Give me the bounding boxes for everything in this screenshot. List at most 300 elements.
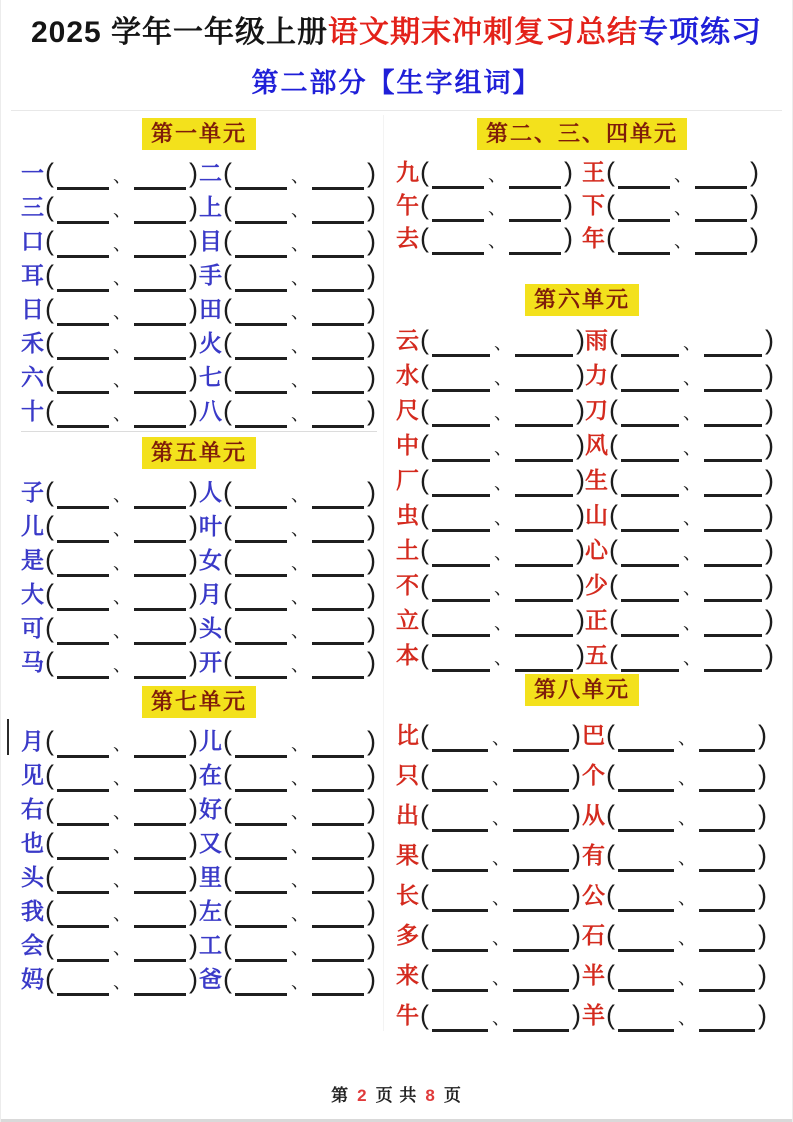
character-entry [396,190,582,221]
close-paren: ) [367,862,376,893]
character-label: 妈 [21,966,44,992]
enumeration-comma: 、 [683,403,701,423]
close-paren: ) [367,930,376,961]
answer-blank [134,670,186,679]
close-paren: ) [765,640,774,671]
word-pair-row [396,391,774,426]
character-label: 巴 [582,722,605,748]
page-title [1,14,792,52]
character-label: 会 [21,932,44,958]
character-entry [396,840,582,871]
character-label: 头 [199,615,222,641]
character-entry [585,325,774,356]
character-entry [585,395,774,426]
close-paren: ) [189,930,198,961]
enumeration-comma: 、 [683,508,701,528]
enumeration-comma: 、 [291,768,309,788]
close-paren: ) [367,260,376,291]
close-paren: ) [765,465,774,496]
character-label: 叶 [199,513,222,539]
enumeration-comma: 、 [488,231,506,251]
open-paren: ( [606,920,615,951]
character-entry [21,726,199,757]
character-entry [396,500,585,531]
enumeration-comma: 、 [113,302,131,322]
unit-section-u7 [21,683,377,995]
enumeration-comma: 、 [678,808,696,828]
answer-blank [312,987,364,996]
close-paren: ) [189,511,198,542]
character-label: 羊 [582,1002,605,1028]
title-part-subject: 语文期末冲刺复习总结 [328,16,639,49]
unit-header-row [21,686,377,718]
enumeration-comma: 、 [492,968,510,988]
close-paren: ) [572,960,581,991]
enumeration-comma: 、 [291,836,309,856]
word-pair-row [21,610,377,644]
close-paren: ) [367,794,376,825]
answer-blank [432,663,490,672]
title-block [1,0,792,100]
character-label: 人 [199,479,222,505]
open-paren: ( [45,477,54,508]
open-paren: ( [223,613,232,644]
character-label: 在 [199,762,222,788]
enumeration-comma: 、 [683,648,701,668]
enumeration-comma: 、 [291,268,309,288]
answer-blank [621,663,679,672]
character-entry [585,430,774,461]
close-paren: ) [189,294,198,325]
open-paren: ( [45,396,54,427]
open-paren: ( [609,500,618,531]
open-paren: ( [223,794,232,825]
word-pair-row [21,893,377,927]
character-label: 开 [199,649,222,675]
character-label: 半 [582,962,605,988]
character-label: 耳 [21,262,44,288]
character-entry [396,157,582,188]
open-paren: ( [223,511,232,542]
enumeration-comma: 、 [674,231,692,251]
enumeration-comma: 、 [494,333,512,353]
character-label: 儿 [21,513,44,539]
close-paren: ) [758,880,767,911]
character-entry [199,192,377,223]
answer-blank [515,663,573,672]
character-entry [396,640,585,671]
open-paren: ( [420,570,429,601]
open-paren: ( [609,430,618,461]
character-label: 比 [396,722,419,748]
word-pair-row [396,221,768,254]
enumeration-comma: 、 [492,768,510,788]
word-pair-row [396,461,774,496]
character-label: 二 [199,160,222,186]
close-paren: ) [367,828,376,859]
open-paren: ( [609,395,618,426]
character-label: 尺 [396,397,419,423]
word-pair-row [21,757,377,791]
open-paren: ( [420,223,429,254]
close-paren: ) [765,500,774,531]
open-paren: ( [45,545,54,576]
word-pair-row [21,791,377,825]
character-entry [21,362,199,393]
answer-blank [312,670,364,679]
enumeration-comma: 、 [678,928,696,948]
character-label: 爸 [199,966,222,992]
character-label: 马 [21,649,44,675]
enumeration-comma: 、 [113,904,131,924]
close-paren: ) [572,840,581,871]
close-paren: ) [189,862,198,893]
enumeration-comma: 、 [683,613,701,633]
enumeration-comma: 、 [291,234,309,254]
word-pair-row [396,601,774,636]
word-pair-row [21,927,377,961]
open-paren: ( [606,800,615,831]
unit-header-label: 第八单元 [525,674,639,706]
close-paren: ) [750,157,759,188]
enumeration-comma: 、 [291,870,309,890]
enumeration-comma: 、 [113,768,131,788]
character-entry [199,294,377,325]
open-paren: ( [420,157,429,188]
character-label: 又 [199,830,222,856]
character-entry [199,579,377,610]
character-entry [199,226,377,257]
enumeration-comma: 、 [113,938,131,958]
character-label: 多 [396,922,419,948]
close-paren: ) [572,920,581,951]
close-paren: ) [189,362,198,393]
character-entry [199,760,377,791]
close-paren: ) [576,395,585,426]
word-pair-row [396,155,768,188]
character-entry [21,760,199,791]
open-paren: ( [45,862,54,893]
character-label: 月 [21,728,44,754]
close-paren: ) [564,223,573,254]
open-paren: ( [223,158,232,189]
open-paren: ( [45,260,54,291]
close-paren: ) [758,840,767,871]
character-label: 心 [585,537,608,563]
word-pair-row [21,644,377,678]
unit-header-row [396,284,768,316]
close-paren: ) [189,158,198,189]
enumeration-comma: 、 [674,165,692,185]
open-paren: ( [45,647,54,678]
character-entry [199,260,377,291]
character-entry [199,362,377,393]
open-paren: ( [223,647,232,678]
character-label: 石 [582,922,605,948]
word-pair-row [396,426,774,461]
word-pair-row [21,359,377,393]
enumeration-comma: 、 [291,972,309,992]
enumeration-comma: 、 [113,200,131,220]
character-entry [21,896,199,927]
close-paren: ) [576,465,585,496]
open-paren: ( [45,964,54,995]
character-label: 见 [21,762,44,788]
close-paren: ) [758,760,767,791]
unit-section-u6 [396,281,774,671]
word-pair-row [396,356,774,391]
open-paren: ( [45,328,54,359]
enumeration-comma: 、 [291,587,309,607]
character-entry [21,862,199,893]
open-paren: ( [223,964,232,995]
character-entry [21,647,199,678]
character-entry [396,605,585,636]
character-label: 土 [396,537,419,563]
character-entry [199,862,377,893]
character-label: 雨 [585,327,608,353]
character-entry [396,430,585,461]
close-paren: ) [367,545,376,576]
close-paren: ) [750,190,759,221]
character-label: 也 [21,830,44,856]
enumeration-comma: 、 [113,655,131,675]
left-column [11,115,383,1031]
character-entry [21,328,199,359]
character-label: 我 [21,898,44,924]
character-entry [582,157,768,188]
close-paren: ) [367,964,376,995]
character-label: 有 [582,842,605,868]
character-entry [582,800,768,831]
character-label: 里 [199,864,222,890]
close-paren: ) [367,726,376,757]
open-paren: ( [223,828,232,859]
enumeration-comma: 、 [683,368,701,388]
character-entry [396,325,585,356]
open-paren: ( [609,640,618,671]
enumeration-comma: 、 [291,655,309,675]
title-part-practice: 专项练习 [638,16,763,49]
open-paren: ( [420,395,429,426]
close-paren: ) [189,647,198,678]
open-paren: ( [606,1000,615,1031]
close-paren: ) [367,511,376,542]
open-paren: ( [420,960,429,991]
character-entry [396,1000,582,1031]
close-paren: ) [189,226,198,257]
open-paren: ( [223,896,232,927]
footer-prefix: 第 [331,1086,350,1105]
word-pair-row [21,223,377,257]
open-paren: ( [45,726,54,757]
enumeration-comma: 、 [683,438,701,458]
unit-section-u5 [21,431,377,678]
character-entry [199,794,377,825]
character-entry [396,465,585,496]
enumeration-comma: 、 [113,553,131,573]
character-entry [21,613,199,644]
open-paren: ( [223,760,232,791]
open-paren: ( [223,362,232,393]
open-paren: ( [45,158,54,189]
character-entry [396,760,582,791]
close-paren: ) [765,430,774,461]
character-entry [21,794,199,825]
answer-blank [134,419,186,428]
enumeration-comma: 、 [113,870,131,890]
character-label: 少 [585,572,608,598]
character-entry [199,511,377,542]
close-paren: ) [765,360,774,391]
character-label: 一 [21,160,44,186]
right-column [383,115,774,1031]
enumeration-comma: 、 [494,613,512,633]
character-entry [582,760,768,791]
open-paren: ( [45,760,54,791]
character-entry [21,579,199,610]
open-paren: ( [420,640,429,671]
open-paren: ( [223,328,232,359]
close-paren: ) [189,545,198,576]
open-paren: ( [609,325,618,356]
open-paren: ( [609,605,618,636]
character-entry [396,223,582,254]
character-label: 左 [199,898,222,924]
character-entry [582,960,768,991]
close-paren: ) [367,158,376,189]
character-label: 日 [21,296,44,322]
character-entry [199,930,377,961]
unit-header-label: 第二、三、四单元 [477,118,687,150]
enumeration-comma: 、 [494,508,512,528]
open-paren: ( [223,192,232,223]
character-entry [199,477,377,508]
close-paren: ) [576,605,585,636]
enumeration-comma: 、 [492,728,510,748]
character-entry [21,828,199,859]
enumeration-comma: 、 [291,404,309,424]
open-paren: ( [223,930,232,961]
character-entry [396,535,585,566]
open-paren: ( [420,190,429,221]
unit-header-row [21,118,377,150]
character-label: 虫 [396,502,419,528]
footer-page-number: 2 [357,1086,368,1105]
open-paren: ( [420,800,429,831]
enumeration-comma: 、 [113,234,131,254]
enumeration-comma: 、 [492,808,510,828]
open-paren: ( [420,720,429,751]
character-label: 女 [199,547,222,573]
character-entry [21,964,199,995]
open-paren: ( [45,930,54,961]
character-label: 果 [396,842,419,868]
open-paren: ( [223,477,232,508]
open-paren: ( [420,880,429,911]
character-label: 山 [585,502,608,528]
page-footer [1,1081,792,1106]
close-paren: ) [367,226,376,257]
character-label: 中 [396,432,419,458]
close-paren: ) [576,325,585,356]
answer-blank [235,670,287,679]
open-paren: ( [606,157,615,188]
word-pair-row [396,871,768,911]
character-label: 厂 [396,467,419,493]
character-entry [582,190,768,221]
word-pair-row [396,791,768,831]
open-paren: ( [223,260,232,291]
close-paren: ) [189,726,198,757]
character-label: 禾 [21,330,44,356]
close-paren: ) [564,190,573,221]
enumeration-comma: 、 [113,370,131,390]
close-paren: ) [765,535,774,566]
enumeration-comma: 、 [494,438,512,458]
character-label: 生 [585,467,608,493]
word-pair-row [396,831,768,871]
enumeration-comma: 、 [494,578,512,598]
unit-header-row [21,437,377,469]
close-paren: ) [367,192,376,223]
enumeration-comma: 、 [291,166,309,186]
character-entry [199,647,377,678]
open-paren: ( [420,465,429,496]
character-label: 力 [585,362,608,388]
close-paren: ) [189,328,198,359]
character-label: 只 [396,762,419,788]
word-pair-row [21,961,377,995]
open-paren: ( [420,1000,429,1031]
character-entry [396,960,582,991]
character-entry [585,605,774,636]
answer-blank [57,987,109,996]
word-pair-row [396,751,768,791]
enumeration-comma: 、 [113,587,131,607]
enumeration-comma: 、 [113,972,131,992]
enumeration-comma: 、 [492,928,510,948]
open-paren: ( [223,726,232,757]
character-label: 三 [21,194,44,220]
character-entry [396,395,585,426]
close-paren: ) [758,960,767,991]
enumeration-comma: 、 [674,198,692,218]
character-label: 口 [21,228,44,254]
footer-suffix: 页 [443,1086,462,1105]
enumeration-comma: 、 [113,336,131,356]
enumeration-comma: 、 [113,802,131,822]
character-label: 火 [199,330,222,356]
title-part-grade: 2025 学年一年级上册 [30,16,329,49]
character-label: 年 [582,225,605,251]
enumeration-comma: 、 [492,1008,510,1028]
enumeration-comma: 、 [494,543,512,563]
close-paren: ) [189,964,198,995]
character-entry [582,1000,768,1031]
word-pair-row [396,321,774,356]
close-paren: ) [750,223,759,254]
unit-header-label: 第七单元 [142,686,256,718]
open-paren: ( [45,828,54,859]
answer-blank [699,1023,755,1032]
enumeration-comma: 、 [492,848,510,868]
open-paren: ( [606,760,615,791]
open-paren: ( [609,360,618,391]
enumeration-comma: 、 [291,904,309,924]
close-paren: ) [189,477,198,508]
character-label: 立 [396,607,419,633]
